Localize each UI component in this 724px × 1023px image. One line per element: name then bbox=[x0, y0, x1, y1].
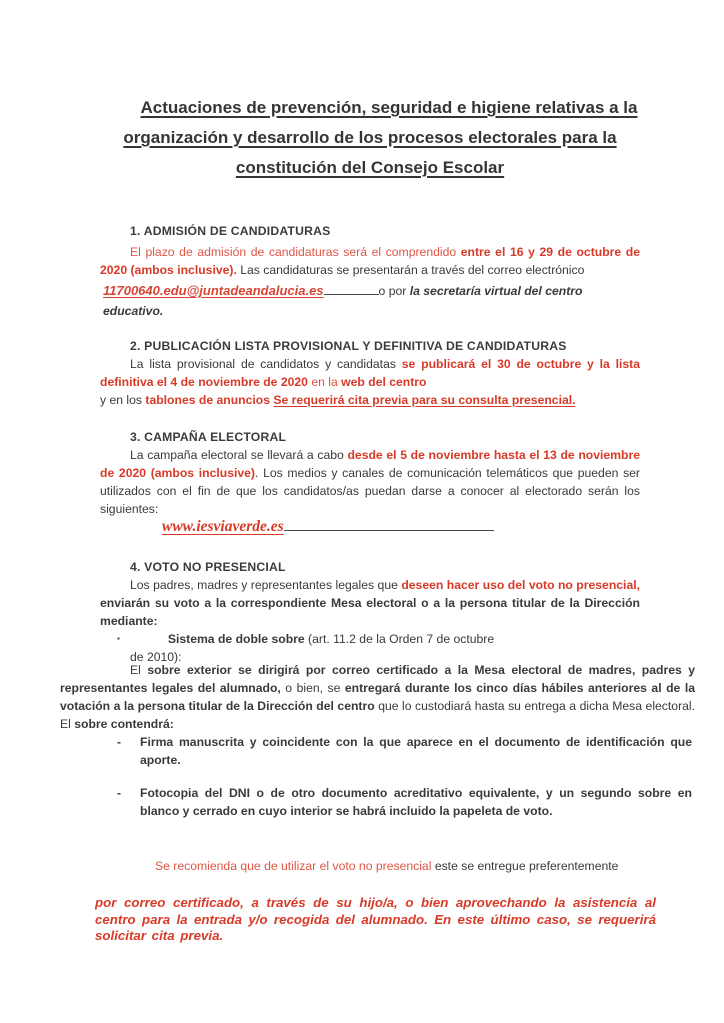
text-run: Las candidaturas se presentarán a través del correo electrónico bbox=[236, 263, 585, 277]
document-title-line-3 bbox=[100, 153, 640, 183]
text-run: sobre contendrá: bbox=[74, 717, 174, 731]
title-text: Actuaciones de prevención, seguridad e higiene relativas a la bbox=[140, 98, 638, 117]
text-run: Fotocopia del DNI o de otro documento acreditativo equivalente, y un segundo sobre en blanco y cerrado en cuyo interior se habrá incluido la papeleta de voto. bbox=[140, 786, 692, 818]
website-line bbox=[162, 516, 640, 538]
text-run: sobre exterior se dirigirá por correo certificado a la Mesa electoral de madres, padres y representantes legales del alumnado, bbox=[60, 663, 696, 695]
dash-bullet: - bbox=[117, 735, 122, 749]
text-run: o bien, se bbox=[285, 681, 345, 695]
section-4-paragraph bbox=[100, 576, 640, 630]
final-note-paragraph bbox=[95, 895, 656, 945]
text-run: La campaña electoral se llevará a cabo bbox=[130, 448, 348, 462]
recommendation-line bbox=[155, 857, 640, 875]
list-item bbox=[117, 733, 692, 769]
text-run: que lo custodiará hasta su entrega a dicha Mesa electoral. El bbox=[60, 699, 695, 731]
section-1-heading: 1. ADMISIÓN DE CANDIDATURAS bbox=[130, 224, 331, 238]
text-run: . Los medios y canales de comunicación telemáticos que pueden ser utilizados con el fin de que los candidatos/as puedan darse a conocer al electorado serán los siguientes: bbox=[100, 466, 640, 516]
text-run: Se recomienda que de utilizar el voto no presencial bbox=[155, 859, 435, 873]
text-run: enviarán su voto a la correspondiente Mesa electoral o a la persona titular de la Dirección mediante: bbox=[100, 596, 640, 628]
section-2-paragraph bbox=[100, 355, 640, 409]
text-run: Firma manuscrita y coincidente con la que aparece en el documento de identificación que aporte. bbox=[140, 735, 692, 767]
title-text: constitución del Consejo Escolar bbox=[235, 158, 505, 177]
list-item-text bbox=[140, 733, 692, 769]
text-run: Se requerirá cita previa para su consulta presencial. bbox=[273, 393, 576, 407]
document-title-line-1 bbox=[100, 93, 640, 123]
text-run: Los padres, madres y representantes legales que bbox=[130, 578, 402, 592]
text-run: deseen hacer uso del voto no presencial, bbox=[401, 578, 640, 592]
section-1-paragraph bbox=[100, 243, 640, 279]
text-run: entre el 16 y 29 de octubre de 2020 (ambos inclusive). bbox=[100, 245, 641, 277]
text-run: desde el 5 de noviembre hasta el 13 de noviembre de 2020 (ambos inclusive) bbox=[100, 448, 640, 480]
email-address-line bbox=[103, 281, 640, 321]
text-run: la secretaría virtual del centro educativo. bbox=[103, 284, 583, 318]
text-run: (art. 11.2 de la Orden 7 de octubre bbox=[308, 632, 495, 646]
text-run: Sistema de doble sobre bbox=[167, 632, 309, 646]
text-run: entregará durante los cinco días hábiles anteriores al de la votación a la persona titular de la Dirección del centro bbox=[60, 681, 695, 713]
text-run: de 2010): bbox=[130, 650, 182, 664]
text-run: o por bbox=[378, 284, 410, 298]
list-item bbox=[117, 784, 692, 820]
text-run: por correo certificado, a través de su hijo/a, o bien aprovechando la asistencia al centro para la entrada y/o recogida del alumnado. En este último caso, se requerirá solicitar cita previa. bbox=[95, 895, 656, 943]
section-4-heading: 4. VOTO NO PRESENCIAL bbox=[130, 560, 286, 574]
dash-bullet: - bbox=[117, 786, 122, 800]
document-title-line-2 bbox=[100, 123, 640, 153]
text-run: este se entregue preferentemente bbox=[434, 859, 619, 873]
text-run: se publicará el 30 de octubre y la lista definitiva el 4 de noviembre de 2020 bbox=[100, 357, 640, 389]
list-item-text bbox=[140, 784, 692, 820]
bullet-square-icon: ▪ bbox=[117, 634, 120, 643]
section-3-paragraph bbox=[100, 446, 640, 518]
underline-extension bbox=[284, 530, 494, 531]
section-2-heading: 2. PUBLICACIÓN LISTA PROVISIONAL Y DEFINITIVA DE CANDIDATURAS bbox=[130, 339, 567, 353]
document-title bbox=[100, 93, 640, 183]
section-3-heading: 3. CAMPAÑA ELECTORAL bbox=[130, 430, 287, 444]
title-text: organización y desarrollo de los procesos electorales para la bbox=[123, 128, 617, 147]
text-run: y en los bbox=[100, 393, 146, 407]
text-run: tablones de anuncios bbox=[145, 393, 270, 407]
text-run: www.iesviaverde.es bbox=[162, 518, 284, 535]
text-run: El bbox=[130, 663, 148, 677]
text-run: 11700640.edu@juntadeandalucia.es bbox=[103, 283, 324, 298]
text-run: web del centro bbox=[341, 375, 427, 389]
text-run: en la bbox=[307, 375, 342, 389]
text-run: La lista provisional de candidatos y candidatas bbox=[130, 357, 402, 371]
underline-extension bbox=[324, 294, 379, 295]
outer-envelope-paragraph bbox=[60, 661, 695, 733]
text-run: El plazo de admisión de candidaturas será el comprendido bbox=[130, 245, 461, 259]
